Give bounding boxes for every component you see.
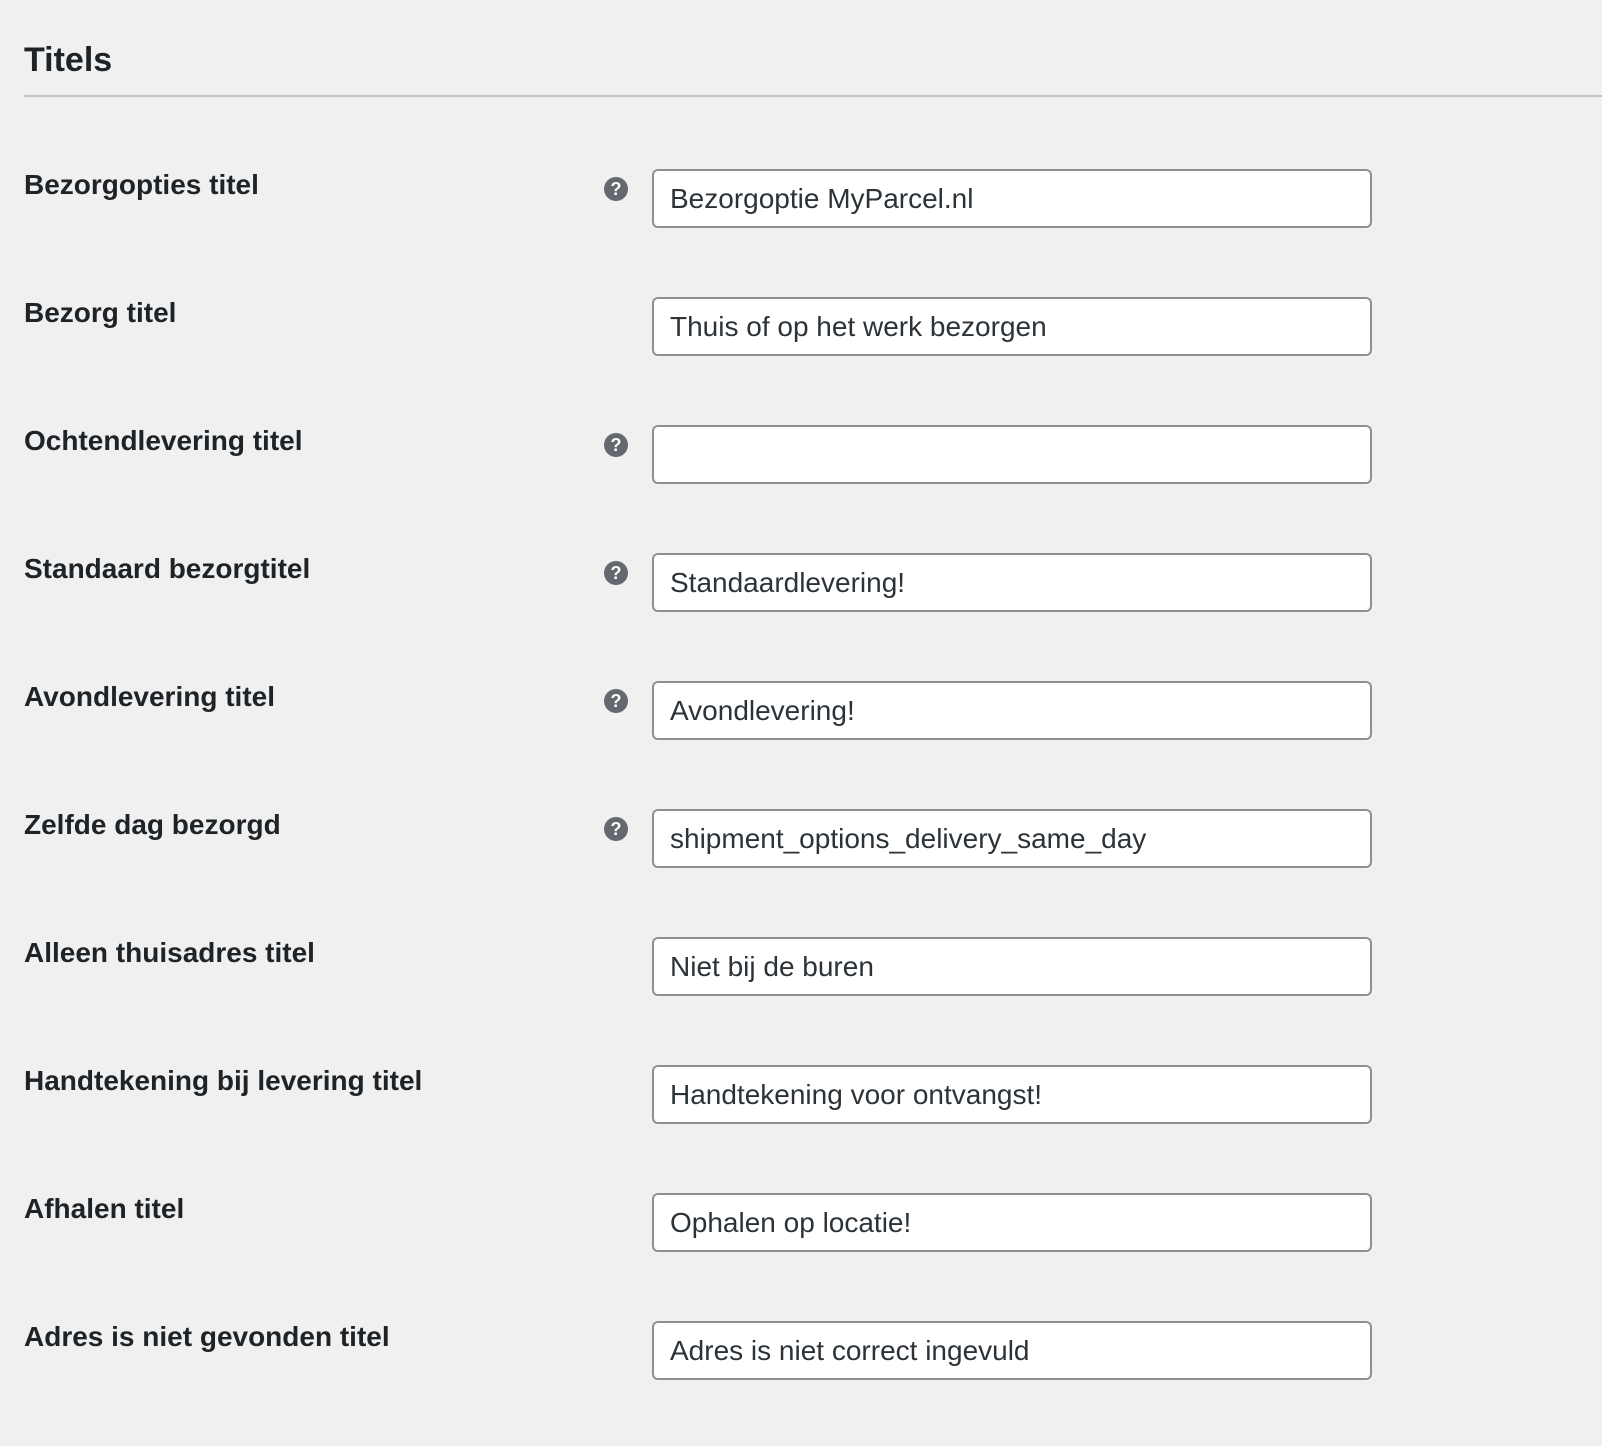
form-row-bezorg-titel bbox=[0, 296, 1602, 424]
alleen-thuisadres-titel-input[interactable] bbox=[652, 937, 1372, 996]
section-title: Titels bbox=[24, 41, 113, 79]
form-row-ochtendlevering-titel bbox=[0, 424, 1602, 552]
help-icon[interactable]: ? bbox=[604, 817, 628, 841]
help-icon[interactable]: ? bbox=[604, 433, 628, 457]
form-row-standaard-bezorgtitel bbox=[0, 552, 1602, 680]
zelfde-dag-bezorgd-input[interactable] bbox=[652, 809, 1372, 868]
form-row-handtekening-titel bbox=[0, 1064, 1602, 1192]
avondlevering-titel-input[interactable] bbox=[652, 681, 1372, 740]
bezorgopties-titel-input[interactable] bbox=[652, 169, 1372, 228]
help-icon[interactable]: ? bbox=[604, 689, 628, 713]
help-icon[interactable]: ? bbox=[604, 177, 628, 201]
field-label: Zelfde dag bezorgd bbox=[24, 809, 281, 840]
form-row-adres-niet-gevonden-titel bbox=[0, 1320, 1602, 1446]
adres-niet-gevonden-titel-input[interactable] bbox=[652, 1321, 1372, 1380]
field-label: Adres is niet gevonden titel bbox=[24, 1321, 390, 1352]
field-label: Bezorgopties titel bbox=[24, 169, 259, 200]
form-row-zelfde-dag-bezorgd bbox=[0, 808, 1602, 936]
form-row-afhalen-titel bbox=[0, 1192, 1602, 1320]
titles-form bbox=[0, 168, 1602, 1446]
field-label: Afhalen titel bbox=[24, 1193, 185, 1224]
bezorg-titel-input[interactable] bbox=[652, 297, 1372, 356]
standaard-bezorgtitel-input[interactable] bbox=[652, 553, 1372, 612]
field-label: Handtekening bij levering titel bbox=[24, 1065, 423, 1096]
ochtendlevering-titel-input[interactable] bbox=[652, 425, 1372, 484]
field-label: Bezorg titel bbox=[24, 297, 177, 328]
field-label: Alleen thuisadres titel bbox=[24, 937, 315, 968]
handtekening-titel-input[interactable] bbox=[652, 1065, 1372, 1124]
help-icon[interactable]: ? bbox=[604, 561, 628, 585]
form-row-bezorgopties-titel bbox=[0, 168, 1602, 296]
form-row-alleen-thuisadres-titel bbox=[0, 936, 1602, 1064]
field-label: Standaard bezorgtitel bbox=[24, 553, 311, 584]
section-divider bbox=[24, 95, 1602, 97]
field-label: Avondlevering titel bbox=[24, 681, 276, 712]
afhalen-titel-input[interactable] bbox=[652, 1193, 1372, 1252]
form-row-avondlevering-titel bbox=[0, 680, 1602, 808]
field-label: Ochtendlevering titel bbox=[24, 425, 303, 456]
